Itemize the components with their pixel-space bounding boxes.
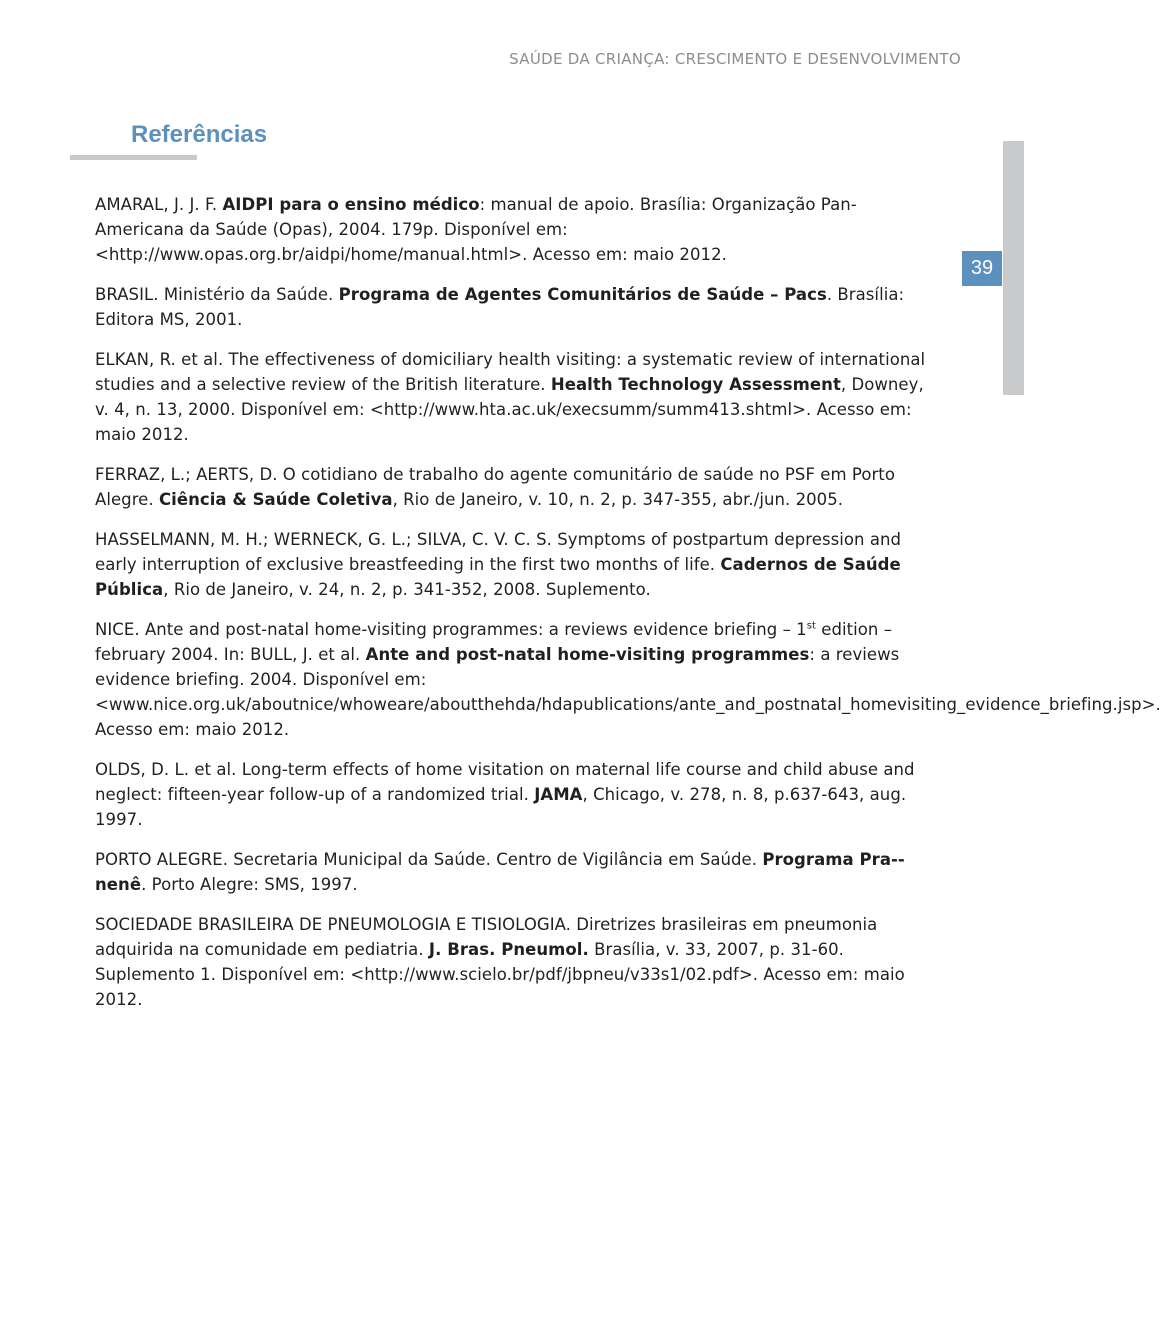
reference-authors: AMARAL, J. J. F. bbox=[95, 195, 223, 214]
page-number: 39 bbox=[962, 251, 1002, 286]
reference-item bbox=[95, 912, 931, 1012]
reference-item bbox=[95, 192, 931, 267]
reference-item bbox=[95, 757, 931, 832]
reference-details: , Rio de Janeiro, v. 10, n. 2, p. 347-355, abr./jun. 2005. bbox=[392, 490, 844, 509]
reference-details: , Chicago, v. 278, n. 8, p.637-643, aug. 1997. bbox=[95, 785, 907, 829]
reference-item bbox=[95, 847, 931, 897]
side-tab bbox=[1003, 141, 1024, 395]
section-title: Referências bbox=[131, 121, 268, 148]
reference-authors: OLDS, D. L. et al. Long-term effects of home visitation on maternal life course and child abuse and neglect: fifteen-year follow-up of a randomized trial. bbox=[95, 760, 915, 804]
reference-authors: PORTO ALEGRE. Secretaria Municipal da Saúde. Centro de Vigilância em Saúde. bbox=[95, 850, 763, 869]
reference-authors: NICE. Ante and post-natal home-visiting programmes: a reviews evidence briefing – 1 bbox=[95, 620, 807, 639]
reference-details: Brasília, v. 33, 2007, p. 31-60. Suplemento 1. Disponível em: <http://www.scielo.br/pdf/jbpneu/v33s1/02.pdf>. Acesso em: maio 2012. bbox=[95, 940, 905, 1009]
reference-title: J. Bras. Pneumol. bbox=[428, 940, 589, 959]
reference-details: : manual de apoio. Brasília: Organização Pan-Americana da Saúde (Opas), 2004. 179p. Disponível em: <http://www.opas.org.br/aidpi/home/manual.html>. Acesso em: maio 2012. bbox=[95, 195, 857, 264]
reference-item bbox=[95, 347, 931, 447]
reference-item bbox=[95, 527, 931, 602]
reference-authors-cont: edition – february 2004. In: BULL, J. et al. bbox=[95, 620, 893, 664]
reference-title: Ante and post-natal home-visiting programmes bbox=[365, 645, 810, 664]
reference-title: Cadernos de Saúde Pública bbox=[95, 555, 901, 599]
reference-title: JAMA bbox=[534, 785, 583, 804]
reference-authors: ELKAN, R. et al. The effectiveness of domiciliary health visiting: a systematic review of international studies and a selective review of the British literature. bbox=[95, 350, 926, 394]
reference-title: Programa de Agentes Comunitários de Saúde – Pacs bbox=[338, 285, 827, 304]
reference-title: AIDPI para o ensino médico bbox=[222, 195, 480, 214]
ordinal-superscript: st bbox=[806, 620, 816, 632]
reference-details: . Porto Alegre: SMS, 1997. bbox=[141, 875, 358, 894]
reference-authors: SOCIEDADE BRASILEIRA DE PNEUMOLOGIA E TISIOLOGIA. Diretrizes brasileiras em pneumonia adquirida na comunidade em pediatria. bbox=[95, 915, 878, 959]
reference-details: , Rio de Janeiro, v. 24, n. 2, p. 341-352, 2008. Suplemento. bbox=[163, 580, 651, 599]
reference-authors: HASSELMANN, M. H.; WERNECK, G. L.; SILVA, C. V. C. S. Symptoms of postpartum depression and early interruption of exclusive breastfeeding in the first two months of life. bbox=[95, 530, 902, 574]
title-underline bbox=[70, 155, 197, 160]
running-header: SAÚDE DA CRIANÇA: CRESCIMENTO E DESENVOLVIMENTO bbox=[509, 50, 961, 68]
reference-details: : a reviews evidence briefing. 2004. Disponível em: <www.nice.org.uk/aboutnice/whoweare/aboutthehda/hdapublications/ante_and_postnatal_homevisiting_evidence_briefing.jsp>. Acesso em: maio 2012. bbox=[95, 645, 1161, 739]
reference-item bbox=[95, 282, 931, 332]
reference-authors: FERRAZ, L.; AERTS, D. O cotidiano de trabalho do agente comunitário de saúde no PSF em Porto Alegre. bbox=[95, 465, 895, 509]
reference-details: , Downey, v. 4, n. 13, 2000. Disponível em: <http://www.hta.ac.uk/execsumm/summ413.shtml>. Acesso em: maio 2012. bbox=[95, 375, 924, 444]
reference-item bbox=[95, 617, 1161, 742]
reference-authors: BRASIL. Ministério da Saúde. bbox=[95, 285, 339, 304]
reference-title: Ciência & Saúde Coletiva bbox=[158, 490, 393, 509]
reference-item bbox=[95, 462, 931, 512]
reference-title: Health Technology Assessment bbox=[550, 375, 841, 394]
reference-title: Programa Pra--nenê bbox=[95, 850, 905, 894]
reference-details: . Brasília: Editora MS, 2001. bbox=[95, 285, 905, 329]
